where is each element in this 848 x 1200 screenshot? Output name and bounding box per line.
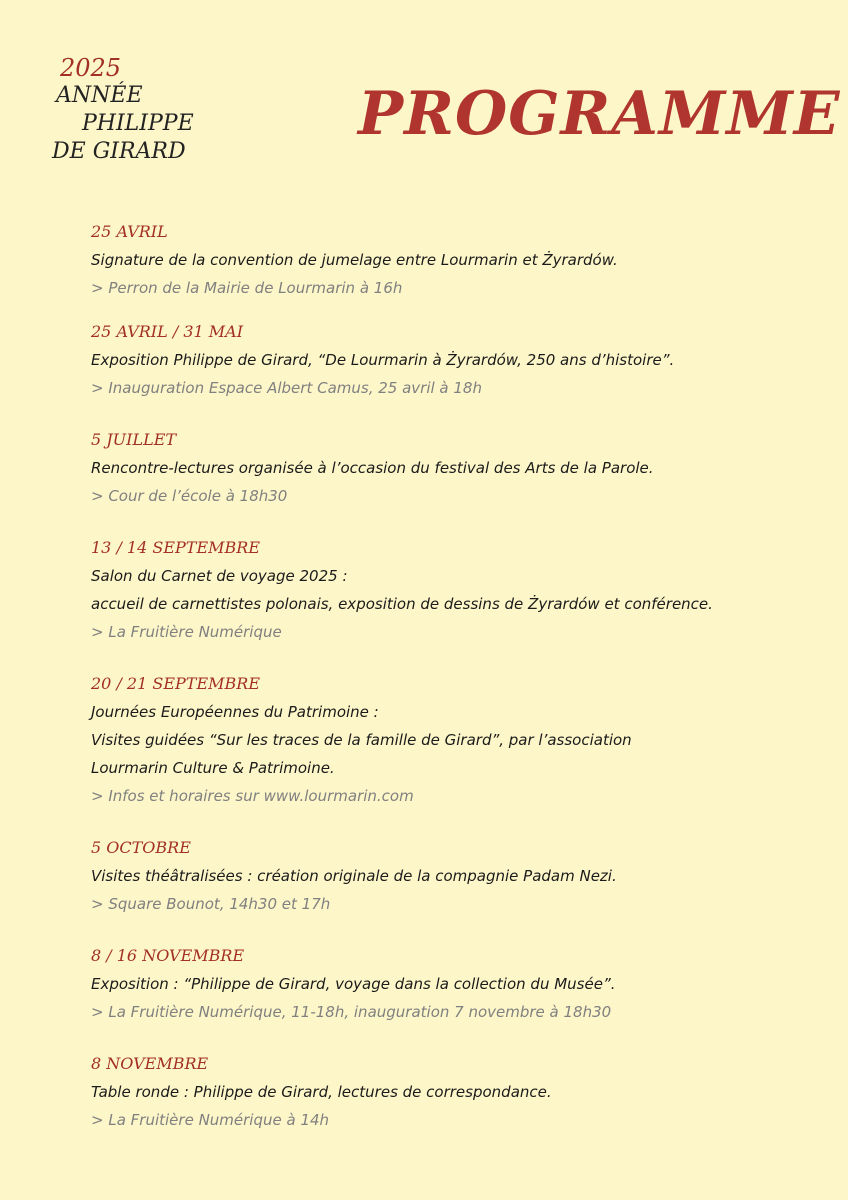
event-description: Rencontre-lectures organisée à l’occasion du festival des Arts de la Parole.: [91, 459, 654, 477]
event-description: accueil de carnettistes polonais, exposition de dessins de Żyrardów et conférence.: [91, 595, 713, 613]
event-item: [91, 426, 821, 510]
event-date: 20 / 21 SEPTEMBRE: [91, 674, 260, 693]
event-location: > Cour de l’école à 18h30: [91, 487, 288, 505]
event-description: Exposition : “Philippe de Girard, voyage dans la collection du Musée”.: [91, 975, 616, 993]
event-item: [91, 318, 821, 402]
event-location: > Infos et horaires sur www.lourmarin.com: [91, 787, 414, 805]
event-description: Visites guidées “Sur les traces de la famille de Girard”, par l’association: [91, 731, 632, 749]
event-location: > Perron de la Mairie de Lourmarin à 16h: [91, 279, 403, 297]
brand-line-2: PHILIPPE: [82, 111, 194, 136]
event-description: Signature de la convention de jumelage entre Lourmarin et Żyrardów.: [91, 251, 618, 269]
event-location: > Inauguration Espace Albert Camus, 25 avril à 18h: [91, 379, 482, 397]
event-description: Lourmarin Culture & Patrimoine.: [91, 759, 335, 777]
event-date: 8 NOVEMBRE: [91, 1054, 209, 1073]
event-location: > La Fruitière Numérique à 14h: [91, 1111, 330, 1129]
event-item: [91, 1050, 821, 1134]
event-description: Salon du Carnet de voyage 2025 :: [91, 567, 348, 585]
event-item: [91, 834, 821, 918]
page-title: PROGRAMME: [358, 79, 841, 149]
event-date: 5 OCTOBRE: [91, 838, 191, 857]
brand-line-3: DE GIRARD: [52, 139, 186, 164]
event-description: Table ronde : Philippe de Girard, lectures de correspondance.: [91, 1083, 552, 1101]
brand-year: 2025: [60, 54, 122, 82]
event-description: Journées Européennes du Patrimoine :: [91, 703, 379, 721]
brand-line-1: ANNÉE: [56, 83, 143, 108]
event-item: [91, 942, 821, 1026]
event-location: > La Fruitière Numérique, 11-18h, inauguration 7 novembre à 18h30: [91, 1003, 612, 1021]
event-description: Exposition Philippe de Girard, “De Lourmarin à Żyrardów, 250 ans d’histoire”.: [91, 351, 675, 369]
event-location: > La Fruitière Numérique: [91, 623, 282, 641]
event-date: 8 / 16 NOVEMBRE: [91, 946, 245, 965]
event-date: 25 AVRIL / 31 MAI: [91, 322, 244, 341]
event-date: 13 / 14 SEPTEMBRE: [91, 538, 260, 557]
event-date: 5 JUILLET: [91, 430, 177, 449]
event-location: > Square Bounot, 14h30 et 17h: [91, 895, 331, 913]
event-item: [91, 534, 821, 646]
event-item: [91, 670, 821, 810]
event-description: Visites théâtralisées : création originale de la compagnie Padam Nezi.: [91, 867, 617, 885]
event-item: [91, 218, 821, 302]
event-branding: [52, 54, 194, 166]
event-date: 25 AVRIL: [91, 222, 168, 241]
